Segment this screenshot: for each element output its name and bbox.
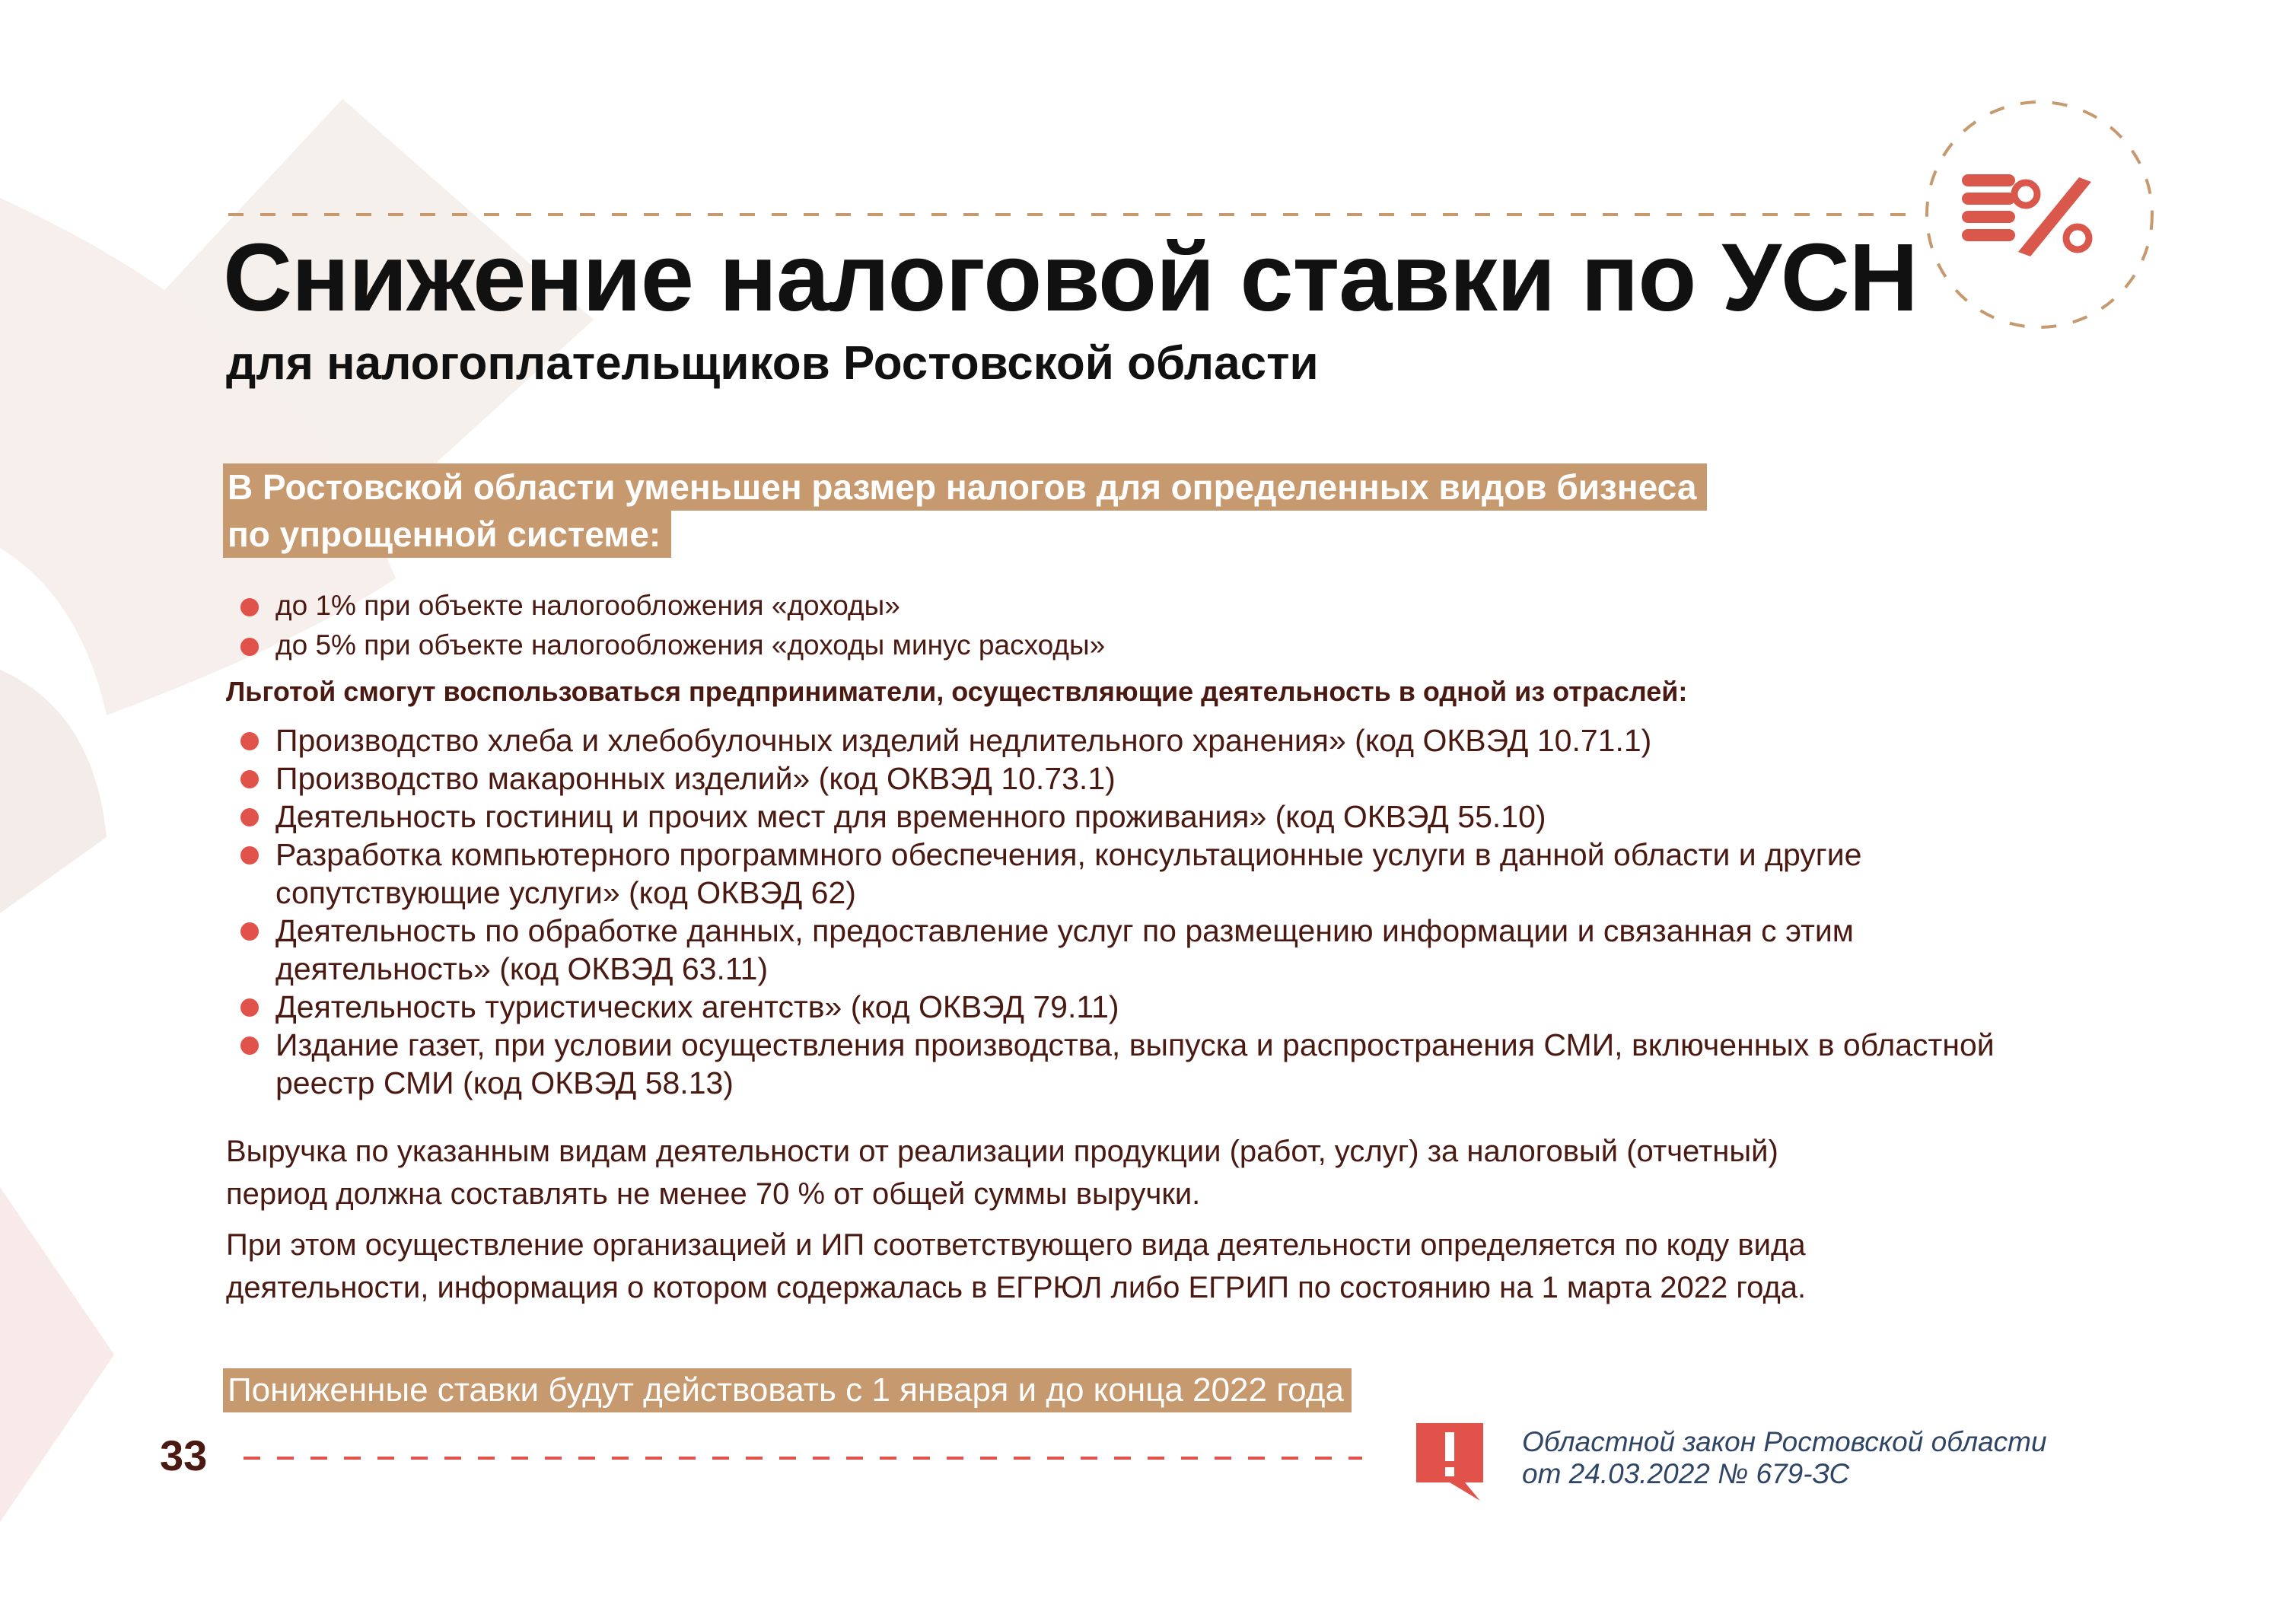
law-line: Областной закон Ростовской области [1522, 1426, 2047, 1457]
okved-paragraph [226, 1224, 1806, 1309]
page-title: Снижение налоговой ставки по УСН [223, 224, 1918, 331]
paragraph-line: период должна составлять не менее 70 % от общей суммы выручки. [226, 1177, 1201, 1211]
bullet-dot [240, 922, 259, 941]
list-item [222, 759, 1995, 798]
bullet-dot [240, 770, 259, 788]
bullet-dot [240, 998, 259, 1017]
paragraph-line: Выручка по указанным видам деятельности от реализации продукции (работ, услуг) за налоговый (отчетный) [226, 1135, 1778, 1168]
law-reference [1522, 1426, 2047, 1490]
list-item [222, 721, 1995, 759]
revenue-paragraph [226, 1130, 1778, 1215]
industry-text: Деятельность туристических агентств» (код ОКВЭД 79.11) [275, 989, 1119, 1024]
bullet-dot [240, 598, 259, 616]
list-item [222, 626, 1105, 665]
industry-text: Производство хлеба и хлебобулочных изделий недлительного хранения» (код ОКВЭД 10.71.1) [275, 723, 1652, 758]
validity-highlight: Пониженные ставки будут действовать с 1 января и до конца 2022 года [223, 1368, 1352, 1412]
list-item [222, 912, 1995, 988]
rate-text: до 5% при объекте налогообложения «доходы минус расходы» [275, 629, 1106, 661]
highlight-block [223, 463, 1821, 558]
bullet-dot [240, 808, 259, 826]
industries-intro: Льготой смогут воспользоваться предприниматели, осуществляющие деятельность в одной из отраслей: [226, 676, 1688, 707]
list-item [222, 836, 1995, 912]
icon-dashed-circle [1927, 102, 2152, 327]
rates-list [222, 586, 1105, 665]
industry-text: Деятельность по обработке данных, предоставление услуг по размещению информации и связанная с этим [275, 913, 1854, 948]
list-item [222, 1026, 1995, 1102]
industry-text-cont: сопутствующие услуги» (код ОКВЭД 62) [275, 875, 856, 910]
industry-text-cont: деятельность» (код ОКВЭД 63.11) [275, 951, 769, 986]
bullet-dot [240, 846, 259, 865]
industry-text: Деятельность гостиниц и прочих мест для временного проживания» (код ОКВЭД 55.10) [275, 799, 1546, 834]
law-line: от 24.03.2022 № 679-ЗС [1522, 1458, 1850, 1489]
industry-text: Разработка компьютерного программного обеспечения, консультационные услуги в данной области и другие [275, 837, 1862, 872]
industry-text: Производство макаронных изделий» (код ОКВЭД 10.73.1) [275, 761, 1116, 796]
bullet-dot [240, 1036, 259, 1055]
highlight-line: по упрощенной системе: [223, 511, 671, 558]
bg-left-band [0, 670, 107, 913]
highlight-line: В Ростовской области уменьшен размер налогов для определенных видов бизнеса [223, 463, 1707, 511]
paragraph-line: деятельности, информация о котором содержалась в ЕГРЮЛ либо ЕГРИП по состоянию на 1 марта 2022 года. [226, 1271, 1807, 1304]
paragraph-line: При этом осуществление организацией и ИП соответствующего вида деятельности определяется по коду вида [226, 1228, 1806, 1262]
industry-text-cont: реестр СМИ (код ОКВЭД 58.13) [275, 1065, 734, 1100]
list-item [222, 988, 1995, 1026]
rate-text: до 1% при объекте налогообложения «доходы» [275, 590, 900, 621]
bg-left-lower [0, 1187, 114, 1522]
bullet-dot [240, 638, 259, 656]
list-item [222, 798, 1995, 836]
bullet-dot [240, 732, 259, 750]
page-number: 33 [160, 1431, 208, 1479]
page-subtitle: для налогоплательщиков Ростовской области [226, 337, 1319, 390]
industries-list [222, 721, 1995, 1102]
list-item [222, 586, 1105, 626]
industry-text: Издание газет, при условии осуществления производства, выпуска и распространения СМИ, включенных в областной [275, 1027, 1995, 1062]
